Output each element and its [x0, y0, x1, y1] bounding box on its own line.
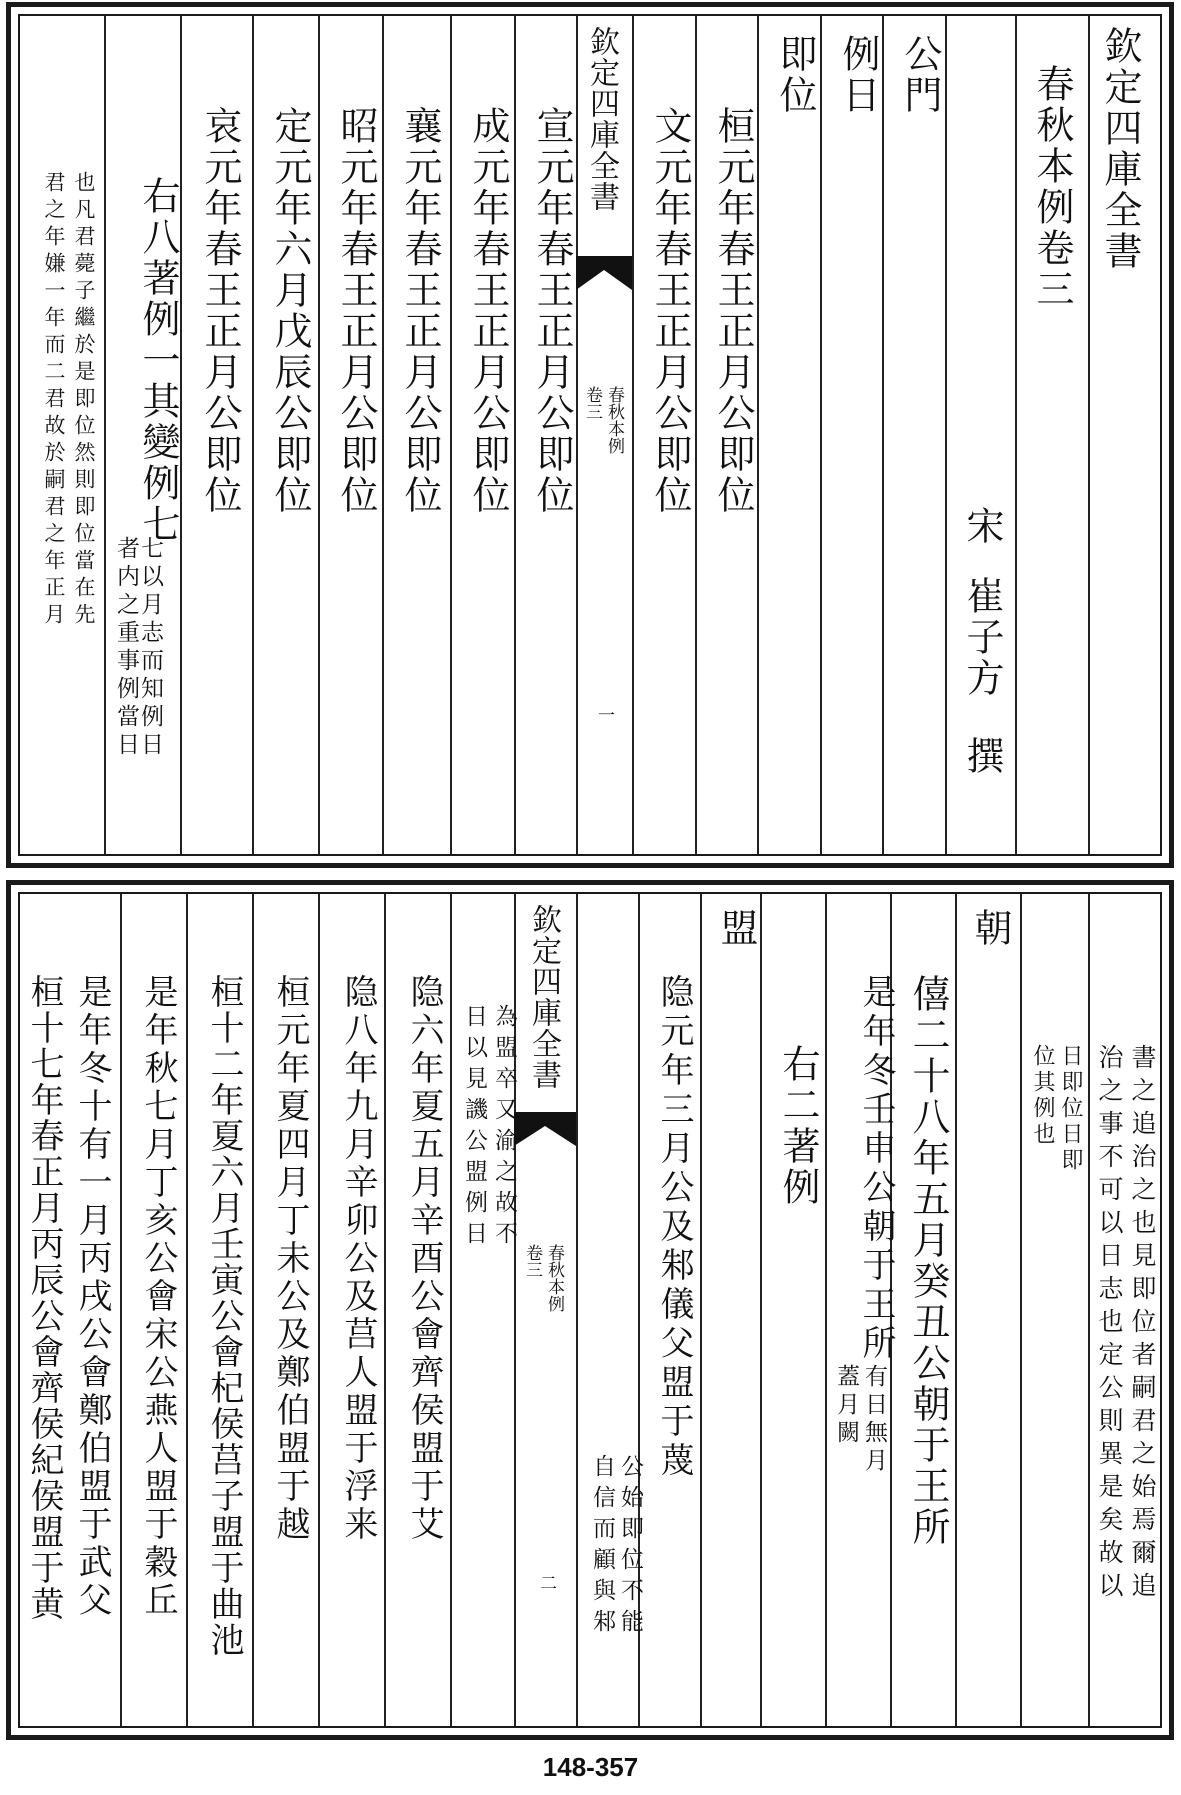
- summary-text: 右八著例一其變例七: [136, 176, 180, 545]
- centerfold-title: 欽定四庫全書: [526, 904, 561, 1090]
- commentary-note: 自信而顧與邾: [589, 1454, 615, 1640]
- col-divider: [882, 16, 884, 854]
- col-divider: [955, 894, 957, 1726]
- bottom-page: [6, 880, 1174, 1740]
- col-divider: [252, 894, 254, 1726]
- commentary-note: 公始即位不能: [617, 1454, 643, 1640]
- author-role: 撰: [960, 736, 1004, 777]
- top-page-frame: [18, 14, 1162, 856]
- col-divider: [450, 16, 452, 854]
- col-divider: [825, 894, 827, 1726]
- commentary-note: 君之年嫌一年而二君故於嗣君之年正月: [42, 171, 66, 630]
- entry-text: 昭元年春王正月公即位: [334, 106, 378, 516]
- entry-text: 隐元年三月公及邾儀父盟于蔑: [654, 974, 694, 1481]
- entry-text: 襄元年春王正月公即位: [398, 106, 442, 516]
- col-divider: [1020, 894, 1022, 1726]
- entry-text: 文元年春王正月公即位: [648, 106, 692, 516]
- author-dynasty: 宋: [960, 506, 1004, 547]
- centerfold-juan: 卷三: [522, 1244, 542, 1278]
- entry-text: 桓元年夏四月丁未公及鄭伯盟于越: [270, 974, 310, 1544]
- col-divider: [760, 894, 762, 1726]
- entry-text: 成元年春王正月公即位: [466, 106, 510, 516]
- centerfold: [514, 894, 576, 1726]
- centerfold-title: 欽定四庫全書: [584, 26, 619, 212]
- entry-text: 桓十二年夏六月壬寅公會杞侯莒子盟于曲池: [204, 974, 244, 1658]
- entry-text: 是年秋七月丁亥公會宋公燕人盟于穀丘: [138, 974, 178, 1620]
- author-name: 崔子方: [960, 576, 1004, 699]
- col-divider: [695, 16, 697, 854]
- commentary-note: 蓋月闕: [833, 1364, 859, 1448]
- commentary-note: 位其例也: [1030, 1044, 1055, 1148]
- col-divider: [757, 16, 759, 854]
- centerfold-page: 一: [594, 706, 614, 723]
- col-divider: [180, 16, 182, 854]
- centerfold-page: 二: [536, 1574, 556, 1591]
- col-divider: [252, 16, 254, 854]
- col-divider: [700, 894, 702, 1726]
- centerfold-book: 春秋本例: [544, 1244, 564, 1312]
- heading: 欽定四庫全書: [1098, 26, 1142, 272]
- summary-text: 右二著例: [776, 1044, 820, 1208]
- category-heading: 盟: [714, 908, 758, 949]
- col-divider: [450, 894, 452, 1726]
- entry-text: 是年冬壬申公朝于王所: [856, 974, 896, 1364]
- centerfold-juan: 卷三: [582, 386, 602, 420]
- col-divider: [186, 894, 188, 1726]
- col-divider: [945, 16, 947, 854]
- commentary-note: 者内之重事例當日: [113, 536, 139, 760]
- entry-text: 定元年六月戊辰公即位: [268, 106, 312, 516]
- commentary-note: 也凡君薨子繼於是即位然則即位當在先: [72, 171, 96, 630]
- entry-text: 桓元年春王正月公即位: [711, 106, 755, 516]
- col-divider: [514, 16, 516, 854]
- commentary-note: 七以月志而知例日: [137, 536, 163, 760]
- category-heading: 公門: [898, 34, 942, 116]
- entry-text: 宣元年春王正月公即位: [530, 106, 574, 516]
- page-number: 148-357: [542, 1752, 639, 1782]
- col-divider: [1088, 894, 1090, 1726]
- col-divider: [1015, 16, 1017, 854]
- entry-text: 桓十七年春正月丙辰公會齊侯紀侯盟于黄: [24, 974, 64, 1622]
- fishtail-mark: [514, 1112, 576, 1146]
- entry-text: 哀元年春王正月公即位: [198, 106, 242, 516]
- fishtail-mark: [576, 256, 632, 290]
- bottom-page-frame: [18, 892, 1162, 1728]
- entry-text: 隐八年九月辛卯公及莒人盟于浮来: [338, 974, 378, 1544]
- col-divider: [120, 894, 122, 1726]
- col-divider: [318, 16, 320, 854]
- commentary-note: 日即位日即: [1058, 1044, 1083, 1174]
- centerfold-book: 春秋本例: [604, 386, 624, 454]
- col-divider: [318, 894, 320, 1726]
- col-divider: [632, 16, 634, 854]
- category-heading: 朝: [968, 908, 1012, 949]
- col-divider: [384, 894, 386, 1726]
- commentary-note: 有日無月: [861, 1364, 887, 1476]
- col-divider: [1088, 16, 1090, 854]
- commentary-note: 治之事不可以日志也定公則異是矣故以: [1095, 1044, 1124, 1605]
- subheading: 例日: [836, 34, 880, 116]
- entry-text: 是年冬十有一月丙戌公會鄭伯盟于武父: [72, 974, 112, 1620]
- col-divider: [382, 16, 384, 854]
- commentary-note: 為盟卒又渝之故不: [491, 1004, 517, 1252]
- centerfold-divider: [576, 894, 578, 1726]
- entry-text: 僖二十八年五月癸丑公朝于王所: [906, 974, 950, 1548]
- subheading: 即位: [773, 34, 817, 116]
- top-page: [6, 2, 1174, 868]
- col-divider: [104, 16, 106, 854]
- centerfold: [576, 16, 632, 854]
- commentary-note: 書之追治之也見即位者嗣君之始焉爾追: [1128, 1044, 1157, 1605]
- col-divider: [820, 16, 822, 854]
- entry-text: 隐六年夏五月辛酉公會齊侯盟于艾: [404, 974, 444, 1544]
- commentary-note: 日以見譏公盟例日: [461, 1004, 487, 1252]
- book-title: 春秋本例卷三: [1030, 64, 1074, 310]
